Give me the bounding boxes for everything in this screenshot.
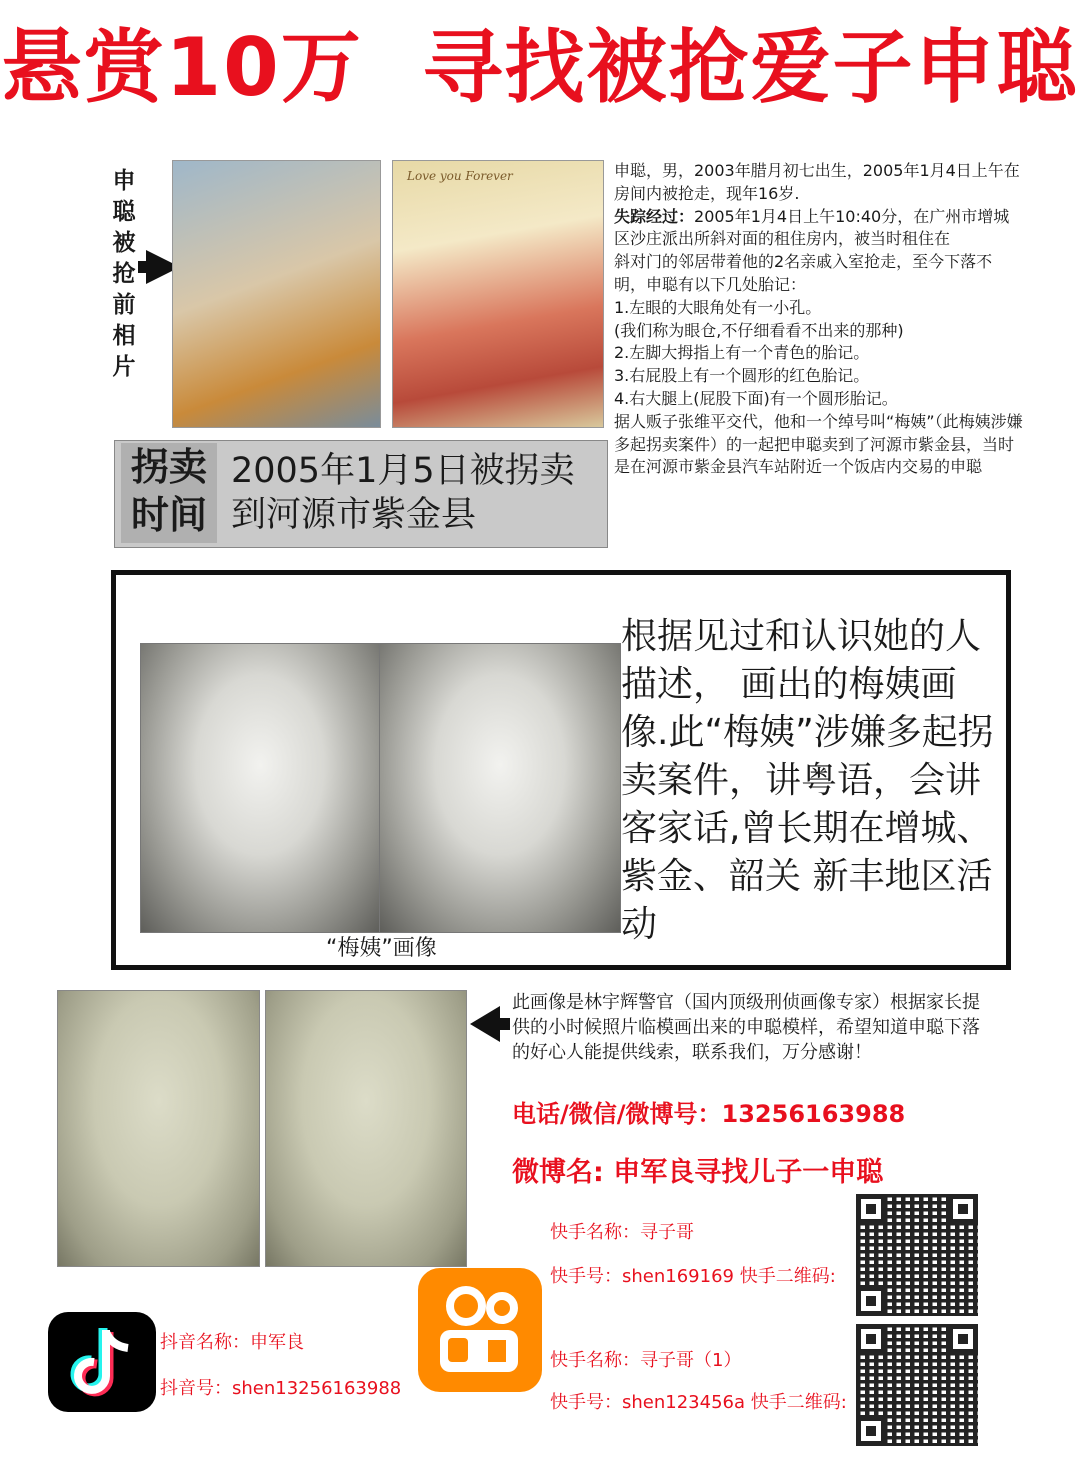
douyin-id: 抖音号：shen13256163988 [160,1378,402,1399]
page-title: 悬赏10万 寻找被抢爱子申聪 [1,21,1079,114]
kuaishou-name-1: 快手名称：寻子哥 [550,1222,694,1243]
childhood-photo-1 [172,160,381,428]
sale-time-line: 2005年1月5日被拐卖 [231,451,575,491]
qr-code-icon [856,1194,978,1316]
trafficker-statement: 据人贩子张维平交代，他和一个绰号叫“梅姨”（此梅姨涉嫌多起拐卖案件）的一起把申聪卖到了河源市紫金县，当时是在河源市紫金县汽车站附近一个饭店内交易的申聪 [614,411,1023,477]
meiyi-sketch-2 [379,643,621,933]
sale-time-label [121,443,217,543]
birthmark-item: (我们称为眼仓,不仔细看看不出来的那种) [614,320,904,340]
birthmark-item: 4.右大腿上(屁股下面)有一个圆形胎记。 [614,388,898,408]
birthmark-item: 3.右屁股上有一个圆形的红色胎记。 [614,366,870,386]
tiktok-logo-icon [48,1312,156,1412]
kuaishou-id-2: 快手号：shen123456a 快手二维码: [550,1392,847,1413]
before-photo-label-text: 申聪被抢前相片 [112,168,136,380]
right-arrow-icon [138,250,176,284]
kuaishou-logo-icon [418,1268,542,1392]
sale-time-label-top: 拐卖 [130,445,207,489]
bio-line: 申聪，男，2003年腊月初七出生，2005年1月4日上午在房间内被抢走，现年16岁. [614,161,1020,203]
birthmark-item: 2.左脚大拇指上有一个青色的胎记。 [614,343,870,363]
bio-line: 斜对门的邻居带着他的2名亲戚入室抢走，至今下落不明，申聪有以下几处胎记： [614,252,993,294]
left-arrow-icon [470,1006,510,1042]
sale-time-box [114,440,608,548]
missing-text: 2005年1月4日上午10:40分，在广州市增城区沙庄派出所斜对面的租住房内，被当时租住在 [614,206,1010,249]
photo-caption: Love you Forever [407,169,513,183]
age-progressed-sketch-1 [57,990,260,1267]
douyin-name: 抖音名称：申军良 [160,1332,304,1353]
meiyi-section [111,570,1011,970]
kuaishou-name-2: 快手名称：寻子哥（1） [550,1350,742,1371]
meiyi-sketch-1 [140,643,380,933]
kuaishou-id-1: 快手号：shen169169 快手二维码: [550,1266,836,1287]
age-progressed-sketch-2 [265,990,467,1267]
birthmark-item: 1.左眼的大眼角处有一小孔。 [614,297,822,317]
weibo-name: 微博名: 申军良寻找儿子一申聪 [512,1157,884,1188]
artist-note: 此画像是林宇辉警官（国内顶级刑侦画像专家）根据家长提供的小时候照片临模画出来的申聪模样，希望知道申聪下落的好心人能提供线索，联系我们，万分感谢！ [512,992,980,1063]
missing-label: 失踪经过： [614,206,695,226]
contact-phone: 电话/微信/微博号：13256163988 [512,1100,906,1128]
qr-code-icon [856,1324,978,1446]
sale-time-label-bottom: 时间 [130,493,207,537]
sale-time-text [231,449,603,537]
bio-block [614,160,1024,479]
bio-missing [614,206,1024,252]
sale-time-line: 到河源市紫金县 [231,495,477,535]
childhood-photo-2 [392,160,604,428]
meiyi-description: 根据见过和认识她的人描述， 画出的梅姨画像.此“梅姨”涉嫌多起拐卖案件，讲粤语，会讲客家话,曾长期在增城、紫金、韶关 新丰地区活动 [621,616,994,945]
meiyi-caption: “梅姨”画像 [326,936,437,961]
